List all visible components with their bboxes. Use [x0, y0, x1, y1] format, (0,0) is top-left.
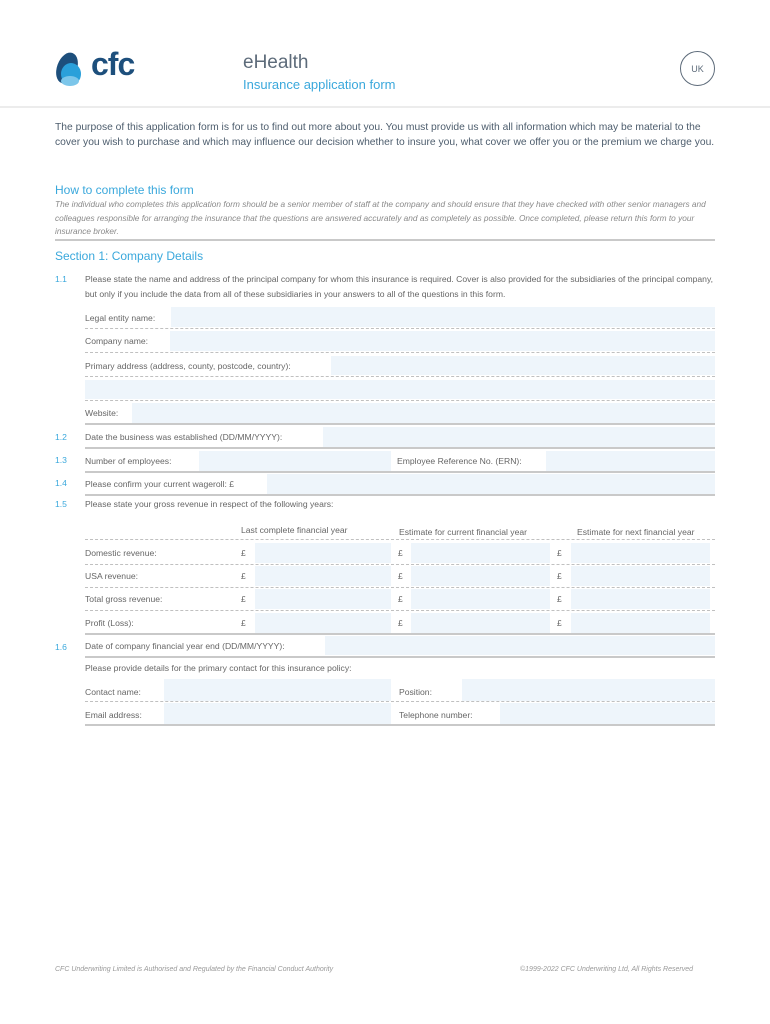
- revenue-input[interactable]: [571, 566, 710, 586]
- revenue-input[interactable]: [255, 613, 391, 633]
- divider: [85, 471, 715, 473]
- question-number: 1.6: [55, 642, 67, 652]
- telephone-input[interactable]: [500, 703, 715, 724]
- question-number: 1.3: [55, 455, 67, 465]
- revenue-question: Please state your gross revenue in respect of the following years:: [85, 499, 334, 509]
- email-label: Email address:: [85, 710, 142, 720]
- divider: [85, 352, 715, 353]
- fy-end-input[interactable]: [325, 636, 715, 655]
- currency-symbol: £: [398, 594, 403, 604]
- footer-regulation: CFC Underwriting Limited is Authorised and Regulated by the Financial Conduct Authority: [55, 966, 334, 973]
- contact-name-input[interactable]: [164, 679, 391, 701]
- ern-label: Employee Reference No. (ERN):: [397, 456, 522, 466]
- question-number: 1.4: [55, 478, 67, 488]
- position-input[interactable]: [462, 679, 715, 701]
- revenue-input[interactable]: [571, 543, 710, 563]
- legal-entity-input[interactable]: [171, 307, 715, 327]
- revenue-input[interactable]: [571, 613, 710, 633]
- section-heading: Section 1: Company Details: [55, 249, 204, 263]
- footer-copyright: ©1999-2022 CFC Underwriting Ltd, All Rights Reserved: [520, 966, 693, 973]
- legal-entity-label: Legal entity name:: [85, 313, 156, 323]
- currency-symbol: £: [398, 571, 403, 581]
- currency-symbol: £: [241, 571, 246, 581]
- divider: [85, 400, 715, 401]
- form-title: eHealth: [243, 52, 309, 73]
- divider: [85, 376, 715, 377]
- revenue-input[interactable]: [571, 589, 710, 609]
- company-name-input[interactable]: [170, 331, 715, 351]
- currency-symbol: £: [557, 594, 562, 604]
- position-label: Position:: [399, 687, 432, 697]
- revenue-row-label: USA revenue:: [85, 571, 139, 581]
- question-number: 1.5: [55, 499, 67, 509]
- revenue-input[interactable]: [411, 566, 550, 586]
- divider: [85, 633, 715, 635]
- divider: [85, 494, 715, 496]
- region-badge: UK: [680, 51, 715, 86]
- header-divider: [0, 106, 770, 108]
- divider: [85, 328, 715, 329]
- revenue-input[interactable]: [255, 543, 391, 563]
- currency-symbol: £: [398, 618, 403, 628]
- divider: [85, 587, 715, 588]
- column-header: Estimate for next financial year: [577, 527, 695, 537]
- revenue-input[interactable]: [411, 543, 550, 563]
- revenue-input[interactable]: [255, 566, 391, 586]
- revenue-row-label: Profit (Loss):: [85, 618, 134, 628]
- question-number: 1.2: [55, 432, 67, 442]
- question-number: 1.1: [55, 274, 67, 284]
- telephone-label: Telephone number:: [399, 710, 473, 720]
- company-name-label: Company name:: [85, 336, 149, 346]
- how-to-text: The individual who completes this application form should be a senior member of staff at the company and should ensure that they have checked with other senior managers and colleagues responsible for arranging the insurance that the questions are answered accurately and as completely as possible. Once completed, please return this form to your insurance broker.: [55, 199, 706, 237]
- column-header: Last complete financial year: [241, 525, 348, 535]
- currency-symbol: £: [557, 618, 562, 628]
- address-input-line2[interactable]: [85, 380, 715, 399]
- form-subtitle: Insurance application form: [243, 77, 396, 92]
- column-header: Estimate for current financial year: [399, 527, 528, 537]
- established-label: Date the business was established (DD/MM/YYYY):: [85, 432, 283, 442]
- established-date-input[interactable]: [323, 427, 715, 447]
- revenue-row-label: Total gross revenue:: [85, 594, 163, 604]
- wageroll-input[interactable]: [267, 474, 715, 494]
- email-input[interactable]: [164, 703, 391, 724]
- currency-symbol: £: [398, 548, 403, 558]
- intro-text: The purpose of this application form is for us to find out more about you. You must provide us with all information which may be material to the cover you wish to purchase and which may influence our decision whether to insure you, what cover we offer you or the premium we charge you.: [55, 122, 715, 148]
- address-label: Primary address (address, county, postcode, country):: [85, 361, 291, 371]
- website-input[interactable]: [132, 403, 715, 423]
- divider: [85, 447, 715, 449]
- divider: [85, 539, 715, 540]
- how-to-heading: How to complete this form: [55, 183, 194, 197]
- currency-symbol: £: [241, 548, 246, 558]
- currency-symbol: £: [557, 548, 562, 558]
- ern-input[interactable]: [546, 451, 715, 471]
- currency-symbol: £: [241, 618, 246, 628]
- divider: [85, 724, 715, 726]
- employees-input[interactable]: [199, 451, 391, 471]
- divider: [85, 423, 715, 425]
- wageroll-label: Please confirm your current wageroll: £: [85, 479, 235, 489]
- contact-name-label: Contact name:: [85, 687, 141, 697]
- employees-label: Number of employees:: [85, 456, 172, 466]
- revenue-input[interactable]: [411, 589, 550, 609]
- revenue-row-label: Domestic revenue:: [85, 548, 157, 558]
- question-text: Please state the name and address of the principal company for whom this insurance is required. Cover is also provided for the subsidiaries of the principal company, but only if you include the data from all of these subsidiaries in your answers to all of the questions in this form.: [85, 274, 713, 299]
- fy-end-label: Date of company financial year end (DD/MM/YYYY):: [85, 641, 285, 651]
- divider: [55, 239, 715, 241]
- cfc-logo: [55, 46, 150, 88]
- divider: [85, 564, 715, 565]
- divider: [85, 610, 715, 611]
- currency-symbol: £: [557, 571, 562, 581]
- divider: [85, 701, 715, 702]
- revenue-input[interactable]: [255, 589, 391, 609]
- revenue-input[interactable]: [411, 613, 550, 633]
- address-input-line1[interactable]: [331, 356, 715, 375]
- currency-symbol: £: [241, 594, 246, 604]
- contact-intro: Please provide details for the primary contact for this insurance policy:: [85, 663, 352, 673]
- logo-text: cfc: [91, 46, 135, 82]
- website-label: Website:: [85, 408, 119, 418]
- divider: [85, 656, 715, 658]
